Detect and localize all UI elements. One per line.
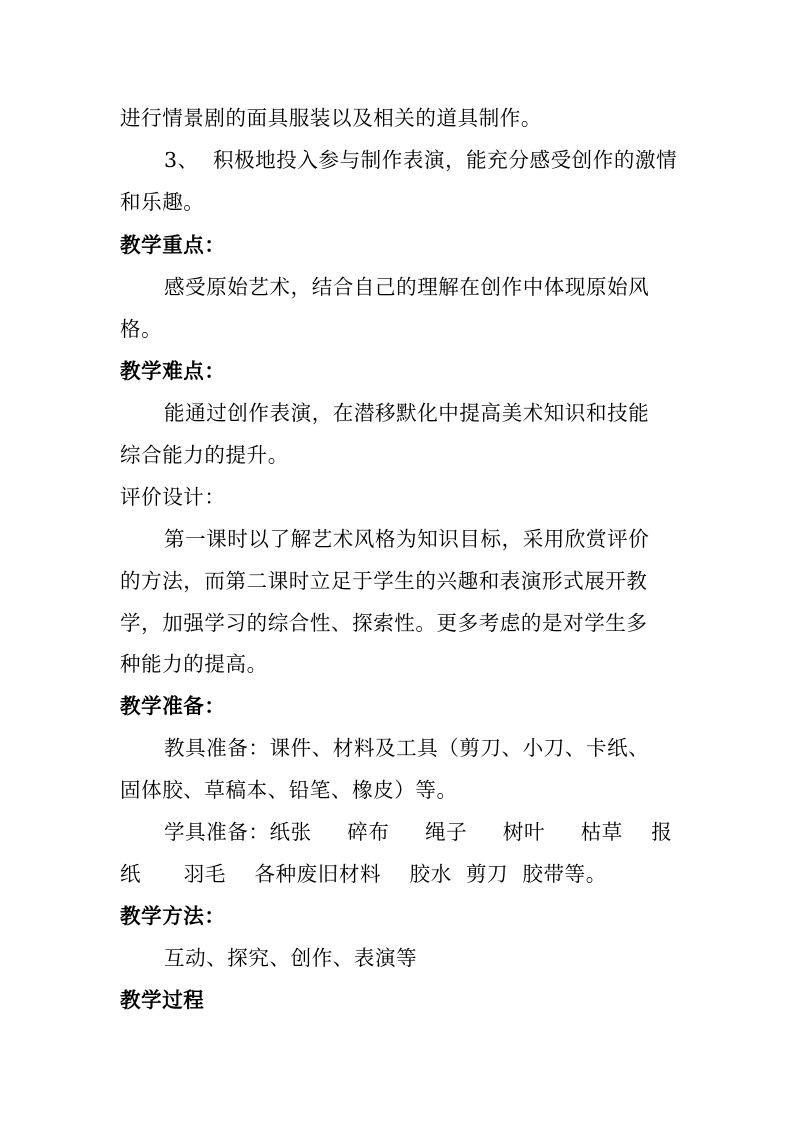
body-text-line: 教具准备：课件、材料及工具（剪刀、小刀、卡纸、 (164, 736, 650, 760)
body-text-line: 感受原始艺术，结合自己的理解在创作中体现原始风 (164, 275, 650, 299)
body-text-line: 第一课时以了解艺术风格为知识目标，采用欣赏评价 (164, 527, 650, 551)
body-text-line: 和乐趣。 (120, 190, 205, 214)
numbered-item-3: 3、 积极地投入参与制作表演，能充分感受创作的激情 (164, 148, 678, 172)
body-text-line: 固体胶、草稿本、铅笔、橡皮）等。 (120, 778, 458, 802)
body-text-line: 种能力的提高。 (120, 652, 268, 676)
section-heading-teaching-preparation: 教学准备： (120, 694, 226, 718)
body-text-line: 进行情景剧的面具服装以及相关的道具制作。 (120, 106, 542, 130)
body-text-line: 格。 (120, 317, 163, 341)
section-heading-teaching-difficulty: 教学难点： (120, 359, 226, 383)
body-text-line: 的方法，而第二课时立足于学生的兴趣和表演形式展开教 (120, 569, 648, 593)
body-text-line: 纸 羽毛 各种废旧材料 胶水 剪刀 胶带等。 (120, 862, 607, 886)
body-text-line: 学，加强学习的综合性、探索性。更多考虑的是对学生多 (120, 611, 648, 635)
body-text-line: 能通过创作表演，在潜移默化中提高美术知识和技能 (164, 401, 650, 425)
section-heading-teaching-method: 教学方法： (120, 904, 226, 928)
section-heading-teaching-process: 教学过程 (120, 988, 205, 1012)
section-heading-evaluation-design: 评价设计： (120, 485, 226, 509)
body-text-line: 学具准备：纸张 碎布 绳子 树叶 枯草 报 (164, 820, 673, 844)
body-text-line: 综合能力的提升。 (120, 443, 289, 467)
section-heading-teaching-focus: 教学重点： (120, 233, 226, 257)
body-text-line: 互动、探究、创作、表演等 (164, 946, 418, 970)
